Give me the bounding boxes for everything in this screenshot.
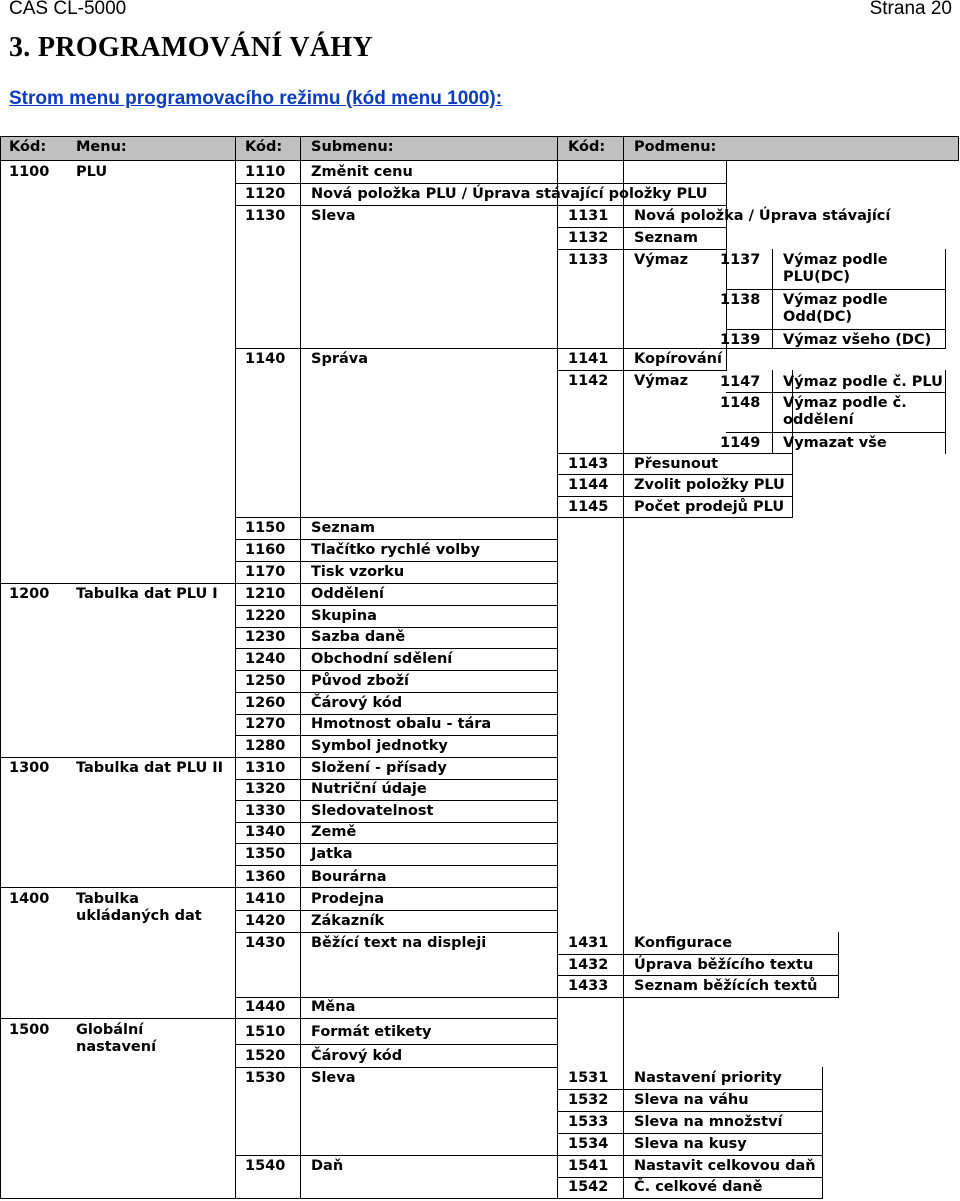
level4-code: 1137 <box>720 252 761 268</box>
podmenu-code: 1433 <box>568 978 609 994</box>
submenu-label: Tlačítko rychlé volby <box>311 542 480 558</box>
submenu-label: Čárový kód <box>311 695 403 711</box>
header-submenu: Submenu: <box>311 139 394 155</box>
podmenu-code: 1431 <box>568 935 609 951</box>
header-menu: Menu: <box>76 139 127 155</box>
submenu-code: 1130 <box>245 208 286 224</box>
submenu-code: 1350 <box>245 846 286 862</box>
submenu-code: 1340 <box>245 824 286 840</box>
submenu-code: 1250 <box>245 673 286 689</box>
podmenu-label: Nastavení priority <box>634 1070 782 1086</box>
submenu-code: 1240 <box>245 651 286 667</box>
page-number: Strana 20 <box>869 0 952 19</box>
podmenu-code: 1133 <box>568 252 609 268</box>
header-kod-menu: Kód: <box>9 139 47 155</box>
submenu-label: Hmotnost obalu - tára <box>311 716 492 732</box>
podmenu-label: Sleva na množství <box>634 1114 783 1130</box>
podmenu-code: 1142 <box>568 373 609 389</box>
podmenu-code: 1432 <box>568 957 609 973</box>
submenu-code: 1230 <box>245 629 286 645</box>
submenu-label: Původ zboží <box>311 673 409 689</box>
level4-label: Vymazat vše <box>783 435 887 451</box>
submenu-label: Správa <box>311 351 368 367</box>
podmenu-label: Č. celkové daně <box>634 1179 763 1195</box>
submenu-code: 1260 <box>245 695 286 711</box>
submenu-code: 1110 <box>245 164 286 180</box>
submenu-code: 1360 <box>245 869 286 885</box>
level4-label: Výmaz podle č. PLU <box>783 374 943 390</box>
submenu-code: 1410 <box>245 891 286 907</box>
submenu-code: 1170 <box>245 564 286 580</box>
submenu-label: Symbol jednotky <box>311 738 448 754</box>
level4-label: Výmaz podle Odd(DC) <box>783 292 888 325</box>
level4-label: Výmaz podle č. oddělení <box>783 395 907 428</box>
podmenu-label: Počet prodejů PLU <box>634 499 785 515</box>
submenu-code: 1520 <box>245 1048 286 1064</box>
submenu-code: 1140 <box>245 351 286 367</box>
podmenu-code: 1143 <box>568 456 609 472</box>
header-podmenu: Podmenu: <box>634 139 717 155</box>
submenu-label: Tisk vzorku <box>311 564 405 580</box>
submenu-label: Daň <box>311 1158 344 1174</box>
submenu-label: Nová položka PLU / Úprava stávající položky PLU <box>311 186 708 202</box>
menu-code: 1300 <box>9 760 50 776</box>
podmenu-label: Seznam <box>634 230 698 246</box>
submenu-label: Bourárna <box>311 869 387 885</box>
level4-code: 1138 <box>720 292 761 308</box>
level4-label: Výmaz všeho (DC) <box>783 332 932 348</box>
submenu-label: Sledovatelnost <box>311 803 434 819</box>
submenu-label: Nutriční údaje <box>311 781 427 797</box>
submenu-label: Sazba daně <box>311 629 406 645</box>
podmenu-label: Nová položka / Úprava stávající <box>634 208 891 224</box>
submenu-label: Jatka <box>311 846 353 862</box>
menu-label: Globální nastavení <box>76 1022 157 1055</box>
submenu-code: 1150 <box>245 520 286 536</box>
podmenu-code: 1533 <box>568 1114 609 1130</box>
submenu-label: Měna <box>311 999 356 1015</box>
submenu-label: Prodejna <box>311 891 385 907</box>
level4-code: 1148 <box>720 395 761 411</box>
submenu-code: 1530 <box>245 1070 286 1086</box>
submenu-code: 1220 <box>245 608 286 624</box>
podmenu-code: 1141 <box>568 351 609 367</box>
podmenu-label: Úprava běžícího textu <box>634 957 814 973</box>
submenu-code: 1510 <box>245 1024 286 1040</box>
submenu-label: Formát etikety <box>311 1024 432 1040</box>
menu-code: 1400 <box>9 891 50 907</box>
podmenu-code: 1131 <box>568 208 609 224</box>
submenu-label: Zákazník <box>311 913 385 929</box>
level4-label: Výmaz podle PLU(DC) <box>783 252 888 285</box>
menu-tree-subtitle: Strom menu programovacího režimu (kód menu 1000): <box>9 88 503 109</box>
podmenu-label: Sleva na kusy <box>634 1136 747 1152</box>
menu-code: 1100 <box>9 164 50 180</box>
podmenu-code: 1144 <box>568 477 609 493</box>
header-kod-submenu: Kód: <box>245 139 283 155</box>
submenu-code: 1160 <box>245 542 286 558</box>
podmenu-label: Nastavit celkovou daň <box>634 1158 816 1174</box>
podmenu-code: 1145 <box>568 499 609 515</box>
level4-code: 1149 <box>720 435 761 451</box>
submenu-code: 1430 <box>245 935 286 951</box>
menu-label: Tabulka dat PLU I <box>76 586 218 602</box>
table-header-background <box>0 136 958 160</box>
submenu-label: Seznam <box>311 520 375 536</box>
submenu-label: Obchodní sdělení <box>311 651 453 667</box>
podmenu-label: Sleva na váhu <box>634 1092 749 1108</box>
podmenu-label: Seznam běžících textů <box>634 978 818 994</box>
podmenu-code: 1542 <box>568 1179 609 1195</box>
submenu-code: 1440 <box>245 999 286 1015</box>
menu-code: 1200 <box>9 586 50 602</box>
header-kod-podmenu: Kód: <box>568 139 606 155</box>
submenu-label: Oddělení <box>311 586 385 602</box>
menu-code: 1500 <box>9 1022 50 1038</box>
podmenu-code: 1534 <box>568 1136 609 1152</box>
submenu-label: Sleva <box>311 1070 356 1086</box>
podmenu-code: 1531 <box>568 1070 609 1086</box>
podmenu-label: Konfigurace <box>634 935 733 951</box>
menu-label: PLU <box>76 164 108 180</box>
podmenu-code: 1541 <box>568 1158 609 1174</box>
section-title: 3. PROGRAMOVÁNÍ VÁHY <box>9 32 374 63</box>
podmenu-label: Výmaz <box>634 252 689 268</box>
menu-label: Tabulka dat PLU II <box>76 760 224 776</box>
podmenu-code: 1532 <box>568 1092 609 1108</box>
submenu-label: Čárový kód <box>311 1048 403 1064</box>
submenu-label: Složení - přísady <box>311 760 447 776</box>
submenu-code: 1540 <box>245 1158 286 1174</box>
document-name: CAS CL-5000 <box>9 0 127 19</box>
podmenu-label: Přesunout <box>634 456 719 472</box>
submenu-label: Skupina <box>311 608 377 624</box>
submenu-code: 1120 <box>245 186 286 202</box>
menu-label: Tabulka ukládaných dat <box>76 891 202 924</box>
podmenu-label: Kopírování <box>634 351 722 367</box>
submenu-code: 1280 <box>245 738 286 754</box>
submenu-code: 1270 <box>245 716 286 732</box>
podmenu-label: Zvolit položky PLU <box>634 477 785 493</box>
podmenu-label: Výmaz <box>634 373 689 389</box>
submenu-code: 1210 <box>245 586 286 602</box>
submenu-code: 1310 <box>245 760 286 776</box>
submenu-label: Země <box>311 824 357 840</box>
submenu-code: 1420 <box>245 913 286 929</box>
submenu-code: 1330 <box>245 803 286 819</box>
level4-code: 1147 <box>720 374 761 390</box>
submenu-code: 1320 <box>245 781 286 797</box>
submenu-label: Sleva <box>311 208 356 224</box>
submenu-label: Změnit cenu <box>311 164 413 180</box>
podmenu-code: 1132 <box>568 230 609 246</box>
level4-code: 1139 <box>720 332 761 348</box>
submenu-label: Běžící text na displeji <box>311 935 487 951</box>
